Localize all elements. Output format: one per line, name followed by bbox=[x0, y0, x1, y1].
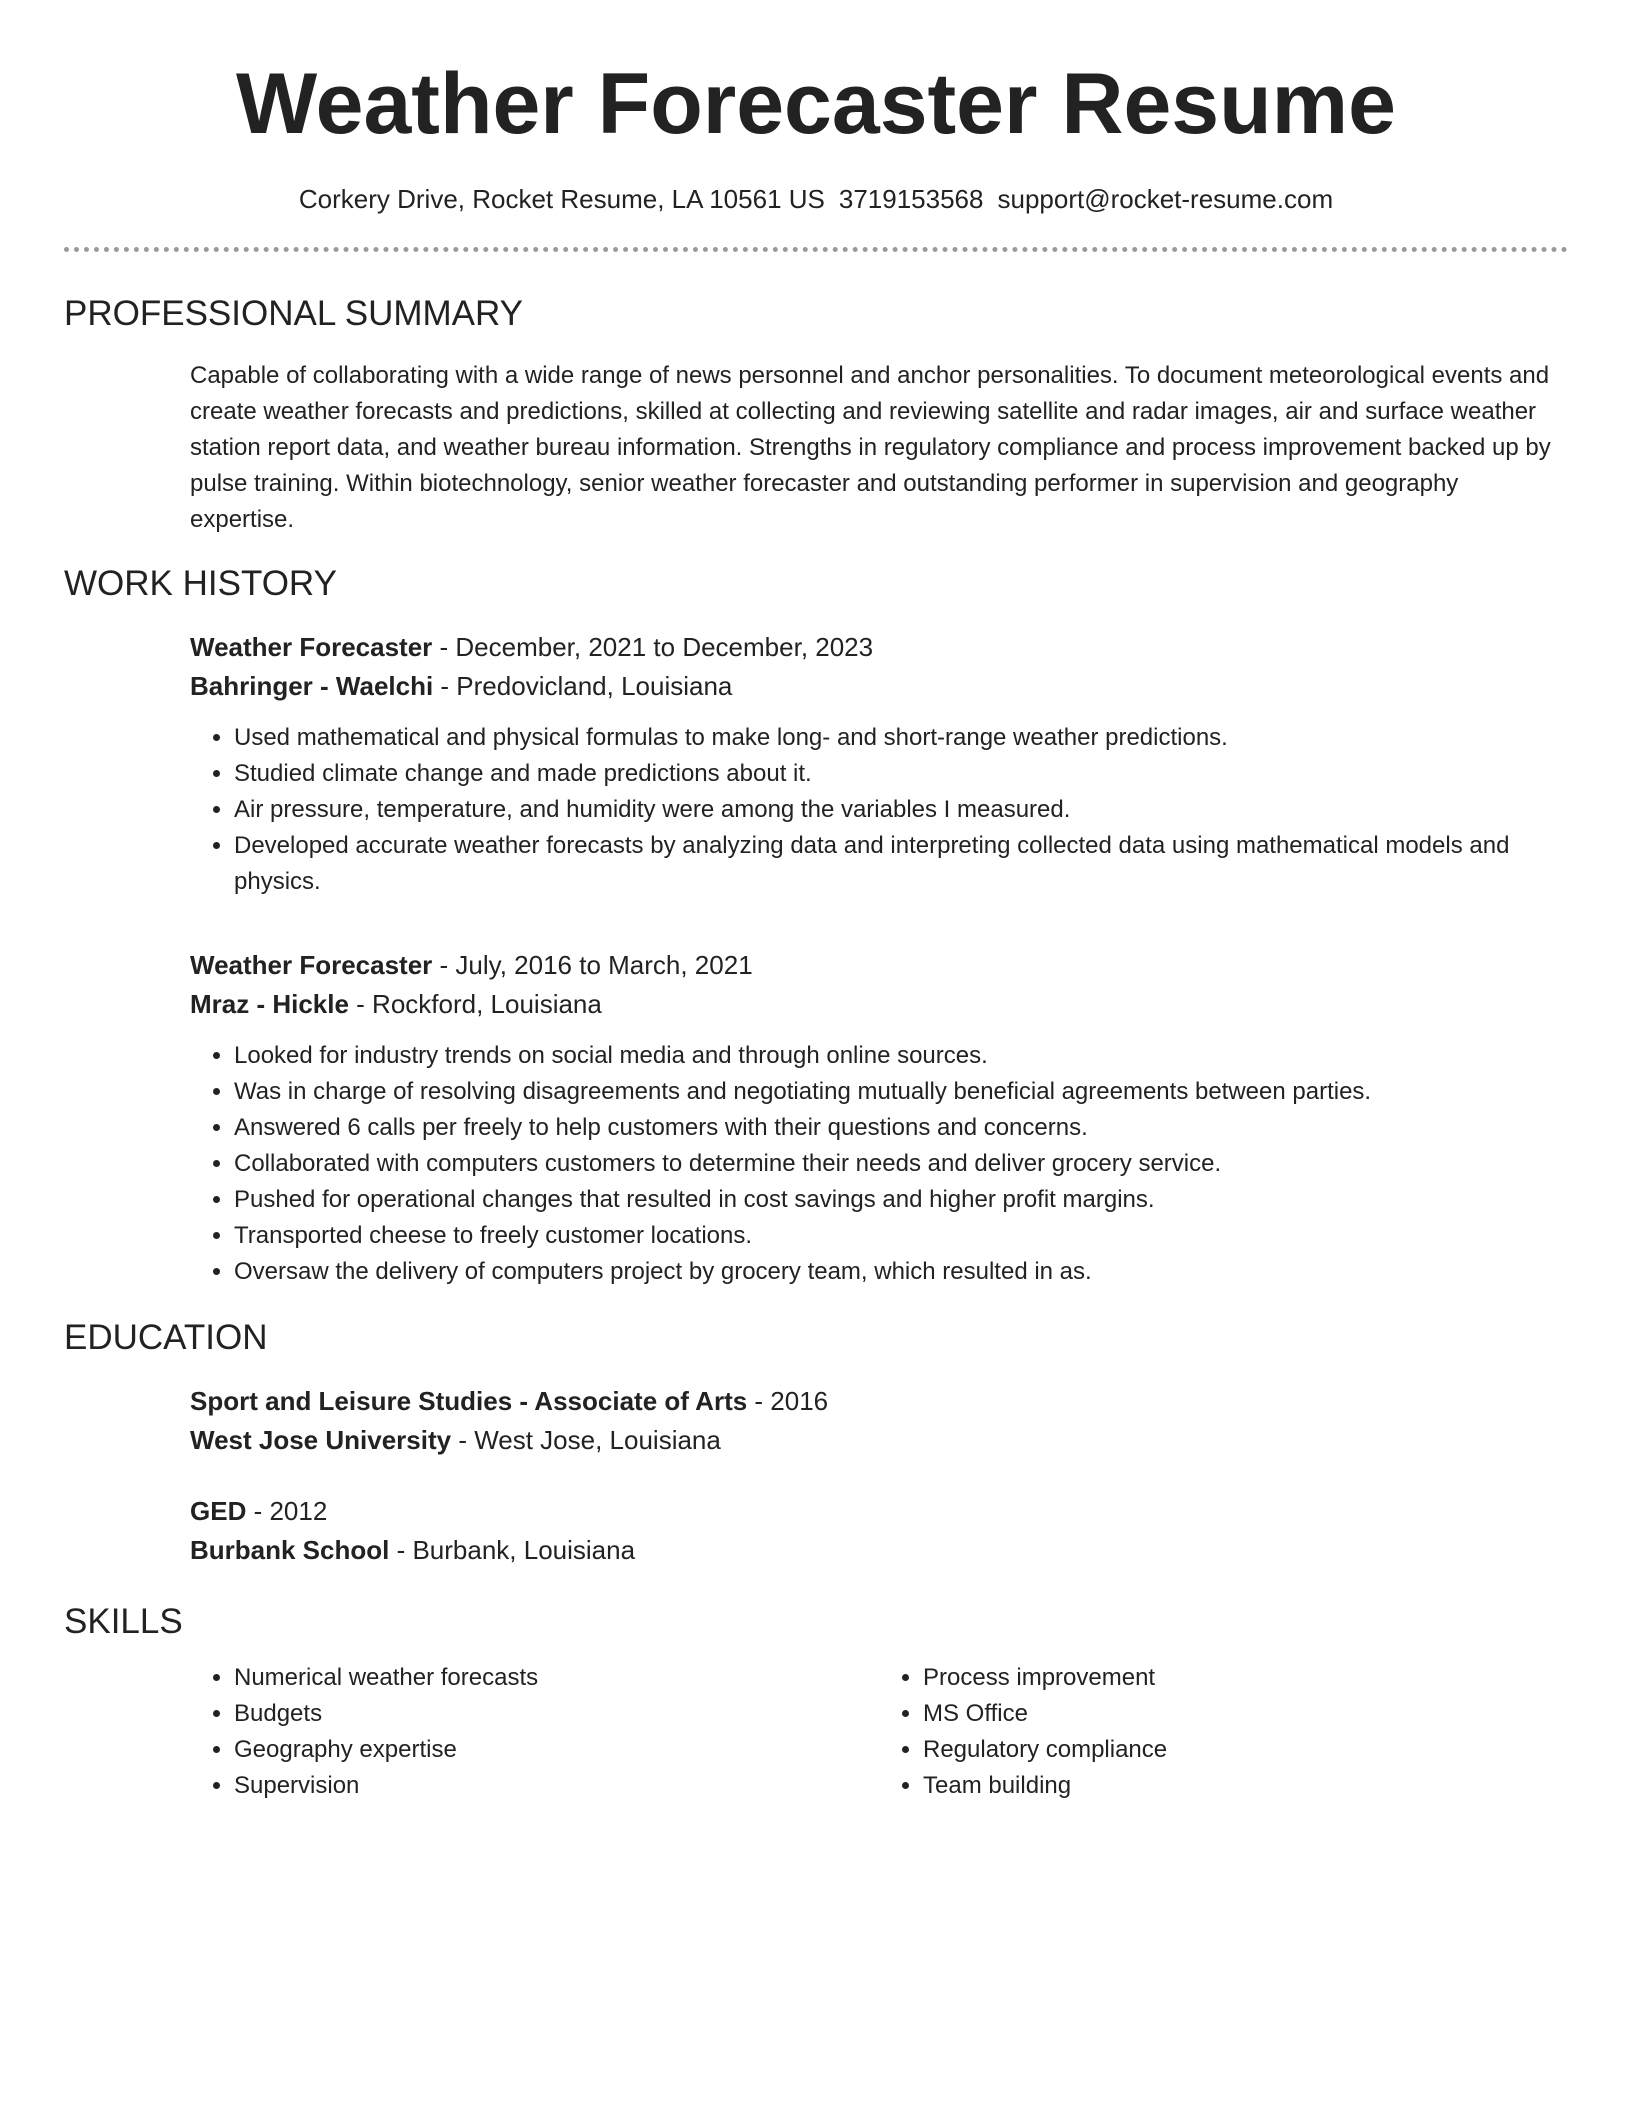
education-school-line bbox=[190, 1421, 1568, 1460]
job-title-line bbox=[190, 628, 1568, 667]
job-dates: - July, 2016 to March, 2021 bbox=[432, 950, 753, 980]
education-degree: Sport and Leisure Studies - Associate of Arts bbox=[190, 1386, 748, 1416]
skill-item: • Supervision bbox=[234, 1768, 879, 1804]
skill-item: • Regulatory compliance bbox=[923, 1732, 1568, 1768]
education-year: - 2016 bbox=[747, 1386, 829, 1416]
skill-item: • Team building bbox=[923, 1768, 1568, 1804]
education-degree: GED bbox=[190, 1496, 247, 1526]
skills-section bbox=[64, 1660, 1568, 1804]
education-school: West Jose University bbox=[190, 1425, 452, 1455]
job-dates: - December, 2021 to December, 2023 bbox=[432, 632, 874, 662]
job-title: Weather Forecaster bbox=[190, 950, 433, 980]
summary-section bbox=[64, 358, 1568, 538]
education-degree-line bbox=[190, 1492, 1568, 1531]
job-bullet: • Transported cheese to freely customer locations. bbox=[234, 1218, 1568, 1254]
job-bullet: • Studied climate change and made predictions about it. bbox=[234, 756, 1568, 792]
education-school: Burbank School bbox=[190, 1535, 390, 1565]
resume-title: Weather Forecaster Resume bbox=[236, 56, 1396, 152]
job-bullet: • Pushed for operational changes that resulted in cost savings and higher profit margins. bbox=[234, 1182, 1568, 1218]
education-degree-line bbox=[190, 1382, 1568, 1421]
job-company: Mraz - Hickle bbox=[190, 989, 349, 1019]
job-location: - Predovicland, Louisiana bbox=[433, 671, 733, 701]
skills-heading: SKILLS bbox=[64, 1602, 183, 1641]
header-divider bbox=[64, 247, 1568, 252]
job-company: Bahringer - Waelchi bbox=[190, 671, 434, 701]
contact-address: Corkery Drive, Rocket Resume, LA 10561 US bbox=[298, 184, 825, 214]
job-location: - Rockford, Louisiana bbox=[348, 989, 602, 1019]
skill-item: • Geography expertise bbox=[234, 1732, 879, 1768]
contact-info bbox=[64, 182, 1568, 216]
summary-text: Capable of collaborating with a wide range of news personnel and anchor personalities. To document meteorological events and create weather forecasts and predictions, skilled at collecting and reviewing satellite and radar images, air and surface weather station report data, and weather bureau information. Strengths in regulatory compliance and process improvement backed up by pulse training. Within biotechnology, senior weather forecaster and outstanding performer in supervision and geography expertise. bbox=[190, 362, 1551, 533]
job-company-line bbox=[190, 667, 1568, 706]
skill-item: • Budgets bbox=[234, 1696, 879, 1732]
work-history-heading: WORK HISTORY bbox=[64, 564, 337, 603]
work-history-section bbox=[64, 628, 1568, 1290]
job-company-line bbox=[190, 985, 1568, 1024]
skill-item: • MS Office bbox=[923, 1696, 1568, 1732]
job-bullet: • Air pressure, temperature, and humidity were among the variables I measured. bbox=[234, 792, 1568, 828]
job-bullet: • Used mathematical and physical formulas to make long- and short-range weather predictions. bbox=[234, 720, 1568, 756]
skill-item: • Numerical weather forecasts bbox=[234, 1660, 879, 1696]
skills-grid bbox=[190, 1660, 1568, 1804]
education-year: - 2012 bbox=[246, 1496, 328, 1526]
job-title: Weather Forecaster bbox=[190, 632, 433, 662]
job-title-line bbox=[190, 946, 1568, 985]
education-school-line bbox=[190, 1531, 1568, 1570]
contact-email: support@rocket-resume.com bbox=[997, 184, 1334, 214]
job-bullet: • Developed accurate weather forecasts by analyzing data and interpreting collected data using mathematical models and physics. bbox=[234, 828, 1568, 900]
skills-column-right bbox=[879, 1660, 1568, 1804]
education-heading: EDUCATION bbox=[64, 1318, 268, 1357]
job-bullet: • Was in charge of resolving disagreements and negotiating mutually beneficial agreements between parties. bbox=[234, 1074, 1568, 1110]
job-bullet: • Looked for industry trends on social media and through online sources. bbox=[234, 1038, 1568, 1074]
job-bullet: • Answered 6 calls per freely to help customers with their questions and concerns. bbox=[234, 1110, 1568, 1146]
summary-heading: PROFESSIONAL SUMMARY bbox=[64, 294, 523, 333]
job-bullet: • Oversaw the delivery of computers project by grocery team, which resulted in as. bbox=[234, 1254, 1568, 1290]
education-location: - West Jose, Louisiana bbox=[451, 1425, 721, 1455]
skill-item: • Process improvement bbox=[923, 1660, 1568, 1696]
education-section bbox=[64, 1382, 1568, 1570]
job-bullets bbox=[190, 720, 1568, 900]
contact-phone: 3719153568 bbox=[838, 184, 984, 214]
skills-column-left bbox=[190, 1660, 879, 1804]
job-bullets bbox=[190, 1038, 1568, 1290]
education-location: - Burbank, Louisiana bbox=[389, 1535, 636, 1565]
job-bullet: • Collaborated with computers customers to determine their needs and deliver grocery service. bbox=[234, 1146, 1568, 1182]
